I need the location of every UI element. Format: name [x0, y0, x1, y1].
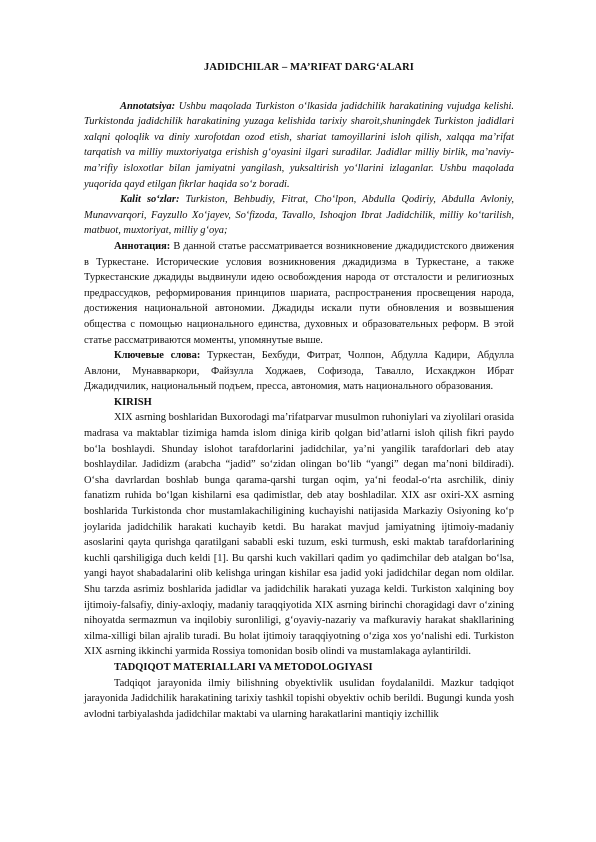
paper-title: JADIDCHILAR – MA’RIFAT DARG‘ALARI: [204, 62, 414, 73]
keywords-ru: [84, 348, 514, 395]
annotation-ru-label: Аннотация:: [114, 240, 171, 252]
keywords-ru-text: Туркестан, Бехбуди, Фитрат, Чолпон, Абдулла Кадири, Абдулла Авлони, Мунавваркори, Файзулла Ходжаев, Софизода, Тавалло, Исхакджон Ибрат Джадидчилик, национальный подъем, пресса, автономия, мать национального образования.: [84, 350, 514, 393]
annotation-uz: [84, 99, 514, 193]
methods-paragraph: Tadqiqot jarayonida ilmiy bilishning obyektivlik usulidan foydalanildi. Mazkur tadqiqot jarayonida Jadidchilik harakatining tarixiy tashkil topishi obyektiv ochib berildi. Bugungi kunda yosh avlodni tarbiyalashda jadidchilar maktabi va ularning harakatlarini mantiqiy izchillik: [84, 677, 514, 720]
intro-heading: KIRISH: [114, 396, 152, 408]
intro-paragraph: XIX asrning boshlaridan Buxorodagi ma’rifatparvar musulmon ruhoniylari va ziyolilari orasida madrasa va maktablar tizimiga hamda islom diniga kirib qolgan bid’atlarni isloh qilish fikri paydo bo‘la boshlaydi. Shunday islohot tarafdorlarini jadidchilar, ya’ni yangilik tarafdorlari deb atay boshlaydilar. Jadidizm (arabcha “jadid” so‘zidan olingan bo‘lib “yangi” degan ma’noni bildiradi). O‘sha davrlardan boshlab bunga qarama-qarshi turgan oqim, ya‘ni feodal-o‘rta asrchilik, diniy fanatizm ruhida bo‘lgan kishilarni esa qadimistlar, deb atay boshladilar. XIX asr oxiri-XX asrning boshlarida Turkistonda chor mustamlakachiligining kuchayishi natijasida Markaziy Osiyoning ko‘p joylarida jadidchilik harakati kuchayib ketdi. Bu harakat mavjud jamiyatning ijtimoiy-madaniy asoslarini qayta qurishga qaratilgani sababli eski tuzum, eski turmush, eski maktab tarafdorlarining kuchli qarshiligiga duch keldi [1]. Bu qarshi kuch vakillari qadim yo qadimchilar deb atalgan bo‘lsa, yangi hayot shabadalarini olib kelishga uringan kishilar esa jadid yoki jadidchilar degan nom oldilar. Shu tarzda asrimiz boshlarida jadidlar va jadidchilik harakati yuzaga keldi. Turkiston xalqining boy ijtimoiy-falsafiy, diniy-axloqiy, madaniy taraqqiyotida XIX asrning birinchi choragidagi davr o‘zining nihoyatda sermazmun va inqilobiy suronliligi, g‘oyaviy-nazariy va mafkuraviy harakat shakllarining xilma-xilligi bilan ajralib turadi. Bu holat ijtimoiy taraqqiyotning o‘ziga xos yo‘nalishi edi. Turkiston XIX asrning ikkinchi yarmida Rossiya tomonidan bosib olindi va mustamlakaga aylantirildi.: [84, 412, 514, 658]
keywords-uz: [84, 192, 514, 239]
annotation-ru: [84, 239, 514, 348]
annotation-uz-text: Ushbu maqolada Turkiston o‘lkasida jadidchilik harakatining vujudga kelishi. Turkistonda jadidchilik harakatining yuzaga kelishida tarixiy sharoit,shuningdek Turkiston jadidlari xalqni qoloqlik va diniy xurofotdan ozod etish, shariat tamoyillarini isloh qilish, xalqqa ma’rifat tarqatish va milliy muxtoriyatga erishish g‘oyasini ilgari suradilar. Jadidlar milliy birlik, ma’naviy-ma’rifiy isloxotlar bilan jamiyatni yangilash, yuksaltirish yo‘llarini izlaganlar. Ushbu maqolada yuqorida qayd etilgan fikrlar haqida so‘z boradi.: [84, 100, 514, 190]
paper-page: [84, 60, 514, 722]
annotation-ru-text: В данной статье рассматривается возникновение джадидистского движения в Туркестане. Исторические условия возникновения джадидизма в Туркестане, а также Туркестанские джадиды выдвинули идею освобождения народа от отсталости и религиозных предрассудков, реформирования принципов шариата, распространения просвещения народа, достижения национальной автономии. Джадиды искали пути обновления и возвышения общества с помощью национального единства, духовных и образовательных реформ. В этой статье рассматриваются моменты, упомянутые выше.: [84, 240, 514, 346]
keywords-ru-label: Ключевые слова:: [114, 350, 201, 362]
annotation-uz-label: Annotatsiya:: [120, 100, 176, 112]
keywords-uz-label: Kalit so‘zlar:: [120, 194, 180, 206]
keywords-uz-text: Turkiston, Behbudiy, Fitrat, Cho‘lpon, Abdulla Qodiriy, Abdulla Avloniy, Munavvarqori, Fayzullo Xo‘jayev, So‘fizoda, Tavallo, Ishoqjon Ibrat Jadidchilik, milliy ko‘tarilish, matbuot, muxtoriyat, milliy g‘oya;: [84, 194, 514, 237]
methods-heading: TADQIQOT MATERIALLARI VA METODOLOGIYASI: [114, 661, 373, 673]
